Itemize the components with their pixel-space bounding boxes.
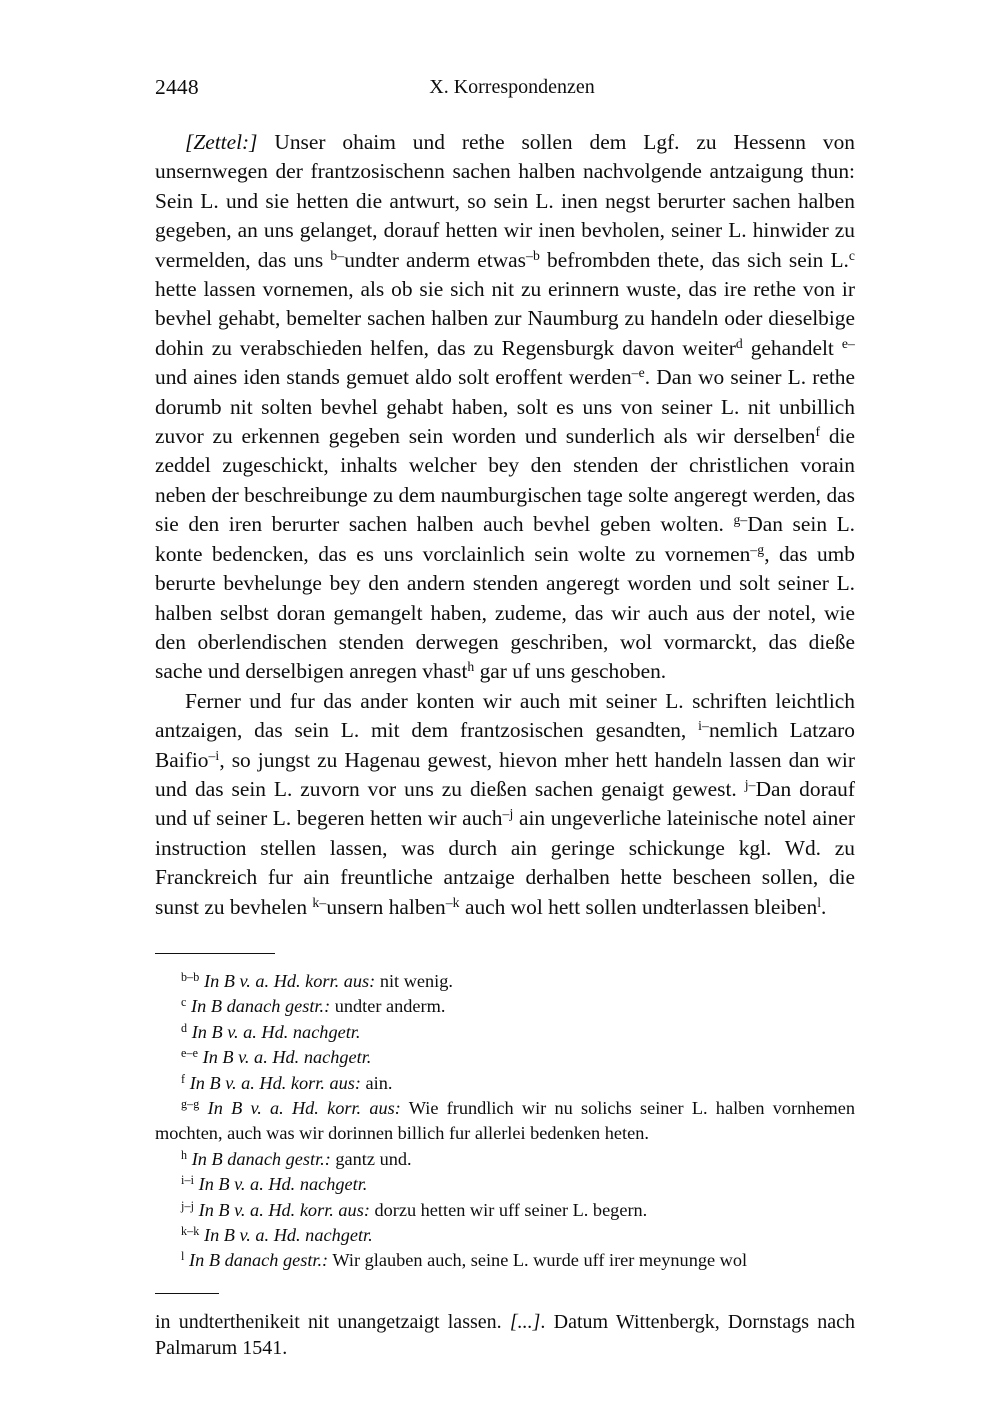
note-abbreviation: In B v. a. Hd. nachgetr. [198, 1174, 368, 1195]
tail-rule [155, 1293, 219, 1294]
note-reference: d [735, 335, 743, 351]
note-abbreviation: In B danach gestr.: [191, 1148, 331, 1169]
note-marker: h [181, 1147, 188, 1162]
note-marker: l [181, 1249, 185, 1264]
note-variant-text: Wir glauben auch, seine L. wurde uff irer meynunge wol [328, 1250, 748, 1271]
note-abbreviation: In B v. a. Hd. korr. aus: [198, 1199, 370, 1220]
note-reference: h [467, 659, 475, 675]
note-marker: i–i [181, 1173, 195, 1188]
variant-sigla: –e [631, 365, 645, 381]
apparatus-rule-wrap [155, 953, 855, 967]
variant-sigla: i– [698, 718, 709, 734]
note-abbreviation: In B v. a. Hd. nachgetr. [202, 1047, 372, 1068]
variant-sigla: –j [502, 806, 514, 822]
tail-rule-wrap [155, 1293, 855, 1309]
variant-sigla: –g [750, 541, 765, 557]
note-abbreviation: In B v. a. Hd. nachgetr. [203, 1225, 373, 1246]
note-variant-text: Wie frundlich wir nu solichs seiner L. halben vornhemen mochten, auch was wir dorinnen billich fur allerlei bedenken heten. [155, 1098, 855, 1144]
note-marker: e–e [181, 1046, 199, 1061]
paragraph-ferner: Ferner und fur das ander konten wir auch mit seiner L. schriften leichtlich antzaigen, das sein L. mit dem frantzosischen gesandten, $^{i-}$nemlich Latzaro Baifio$^{-i}$, so jungst zu Hagenau gewest, hievon mher hett handeln lassen dan wir und das sein L. zuvorn vor uns zu dießen sachen genaigt gewest. $^{j-}$Dan dorauf und uf seiner L. begeren hetten wir auch$^{-j}$ ain ungeverliche lateinische notel ainer instruction stellen lassen, was durch ain geringe schickunge kgl. Wd. zu Franckreich fur ain freuntliche antzaige derhalben hette bescheen sollen, die sunst zu bevhelen $^{k-}$unsern halben$^{-k}$ auch wol hett sollen undterlassen bleiben$^l$. [155, 688, 856, 919]
variant-sigla: j– [744, 776, 756, 792]
paragraph-zettel: [Zettel:] Unser ohaim und rethe sollen dem Lgf. zu Hessenn von unsernwegen der frantzosischenn sachen halben nachvolgende antzaigung thun: Sein L. und sie hetten die antwurt, so sein L. inen negst berurter sachen halben gegeben, an uns gelanget, dorauf hetten wir inen bevholen, seiner L. hinwider zu vermelden, das uns $^{b-}$undter anderm etwas$^{-b}$ befrombden thete, das sich sein L.$^c$ hette lassen vornemen, als ob sie sich nit zu erinnern wuste, das ire rethe von ir bevhel gehabt, bemelter sachen halben zur Naumburg zu handeln oder dieselbige dohin zu verabschieden helfen, das zu Regensburgk davon weiter$^d$ gehandelt $^{e-}$und aines iden stands gemuet aldo solt eroffent werden$^{-e}$. Dan wo seiner L. rethe dorumb nit solten bevhel gehabt haben, solt es uns von seiner L. nit unbillich zuvor zu erkennen gegeben sein worden und sunderlich als wir derselben$^f$ die zeddel zugeschickt, inhalts welcher bey den stenden der christlichen vorain neben der beschreibunge zu dem naumburgischen tage solte angeregt werden, das sie den iren berurter sachen halben auch bevhel geben wolten. $^{g-}$Dan sein L. konte bedencken, das es uns vorclainlich sein wolte zu vornemen$^{-g}$, das umb berurte bevhelunge bey den andern stenden angeregt worden und solt seiner L. halben selbst doran gemangelt haben, zudeme, das wir auch aus der notel, wie den oberlendischen stenden derwegen geschriben, wol vormarckt, das dieße sache und derselbigen anregen vhast$^h$ gar uf uns geschoben. [155, 130, 855, 684]
note-variant-text: gantz und. [330, 1148, 412, 1169]
variant-sigla: e– [841, 335, 855, 351]
note-abbreviation: In B v. a. Hd. korr. aus: [203, 970, 376, 991]
note-variant-text: ain. [360, 1072, 393, 1093]
variant-sigla: k– [312, 894, 327, 910]
note-abbreviation: In B v. a. Hd. korr. aus: [189, 1072, 361, 1093]
note-marker: j–j [181, 1198, 195, 1213]
page-content [155, 70, 855, 1362]
apparatus-note [155, 1071, 855, 1096]
note-abbreviation: In B danach gestr.: [191, 996, 331, 1017]
note-marker: d [181, 1020, 188, 1035]
note-reference: l [817, 894, 822, 910]
variant-sigla: –i [208, 747, 220, 763]
apparatus-note [155, 1248, 855, 1273]
apparatus-note [155, 969, 855, 994]
italic-run: [...] [509, 1310, 541, 1333]
variant-sigla: b– [330, 247, 345, 263]
note-reference: f [815, 423, 821, 439]
running-head [155, 70, 855, 104]
note-reference: c [848, 247, 855, 263]
apparatus-note [155, 1223, 855, 1248]
note-variant-text: undter anderm. [330, 996, 446, 1017]
note-abbreviation: In B danach gestr.: [189, 1250, 329, 1271]
apparatus-note [155, 1045, 855, 1070]
note-variant-text: nit wenig. [375, 970, 453, 991]
apparatus-note [155, 1147, 855, 1172]
note-abbreviation: In B v. a. Hd. korr. aus: [207, 1098, 401, 1118]
apparatus-notes [155, 969, 855, 1274]
apparatus-note [155, 994, 855, 1019]
body-text [155, 128, 855, 922]
tail-continuation: in undterthenikeit nit unangetzaigt lassen. [...]. Datum Wittenbergk, Dornstags nach Palmarum 1541. [155, 1310, 855, 1360]
variant-sigla: –k [445, 894, 460, 910]
apparatus-note [155, 1172, 855, 1197]
running-head-title: X. Korrespondenzen [429, 76, 595, 98]
page-number: 2448 [155, 75, 199, 99]
apparatus-note [155, 1020, 855, 1045]
note-marker: c [181, 995, 187, 1010]
italic-run: [Zettel:] [185, 130, 258, 154]
note-abbreviation: In B v. a. Hd. nachgetr. [191, 1021, 361, 1042]
variant-sigla: –b [526, 247, 540, 263]
variant-sigla: g– [733, 512, 748, 528]
apparatus-note [155, 1198, 855, 1223]
apparatus-rule [155, 953, 275, 954]
note-marker: k–k [181, 1224, 200, 1238]
note-marker: g–g [181, 1096, 200, 1111]
note-marker: f [181, 1071, 186, 1086]
note-marker: b–b [181, 969, 200, 984]
apparatus-note [155, 1096, 855, 1147]
note-variant-text: dorzu hetten wir uff seiner L. begern. [369, 1199, 648, 1220]
